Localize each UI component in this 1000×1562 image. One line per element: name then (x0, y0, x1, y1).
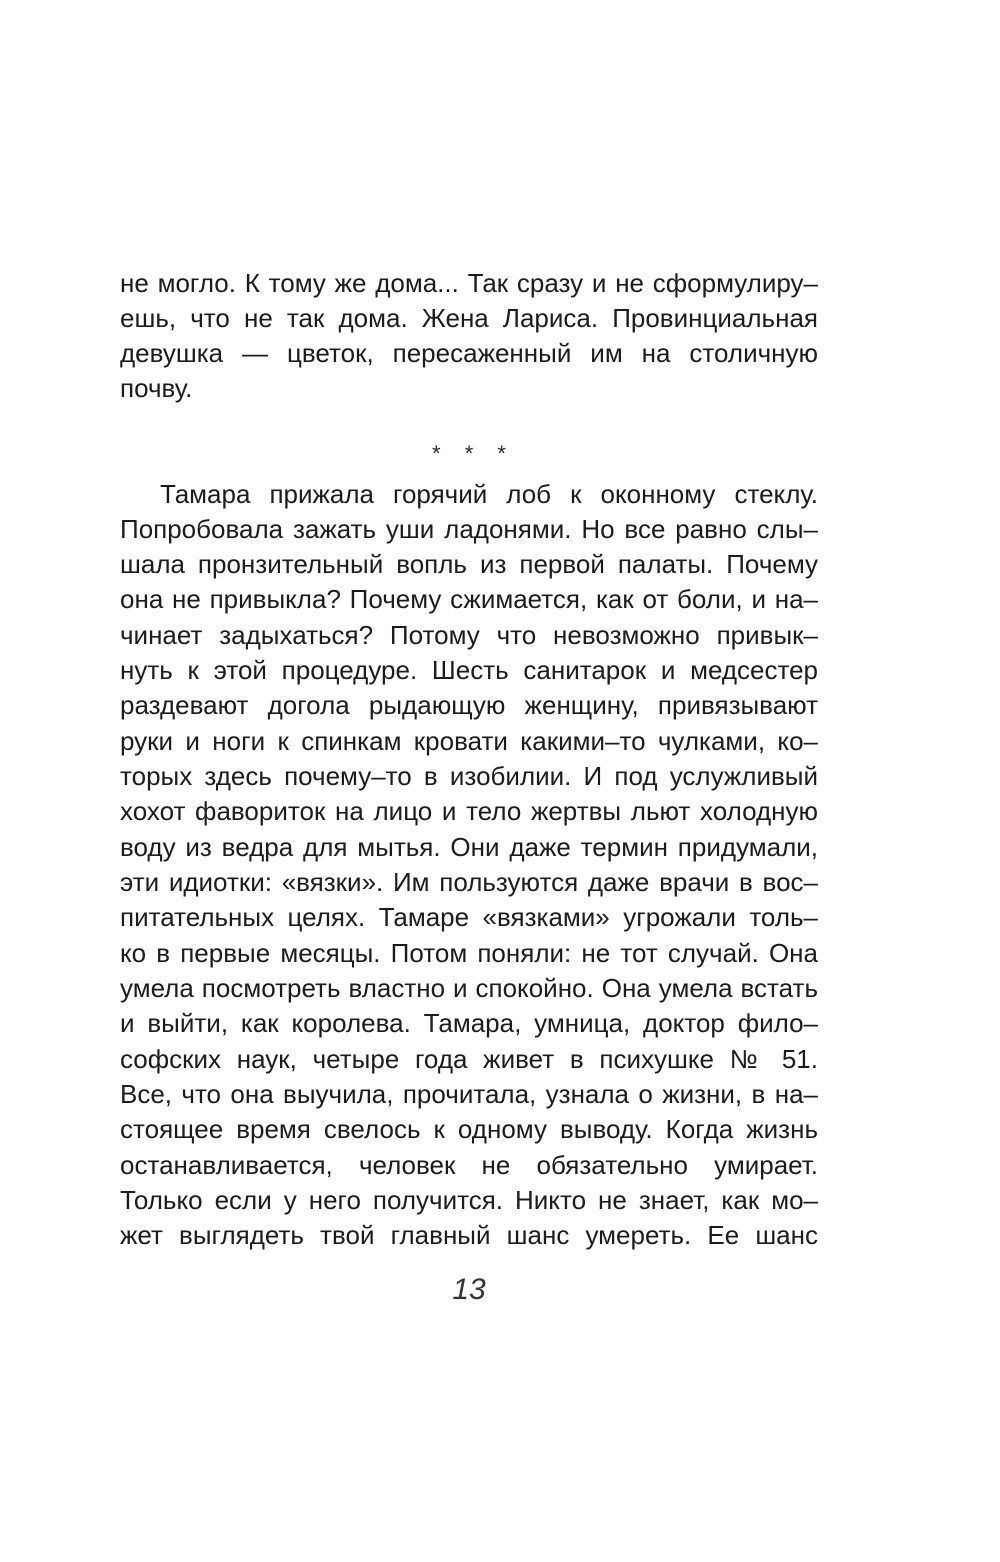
text-line: раздевают догола рыдающую женщину, привязывают (120, 690, 818, 721)
text-line: хохот фавориток на лицо и тело жертвы льют холодную (120, 796, 818, 827)
text-line: питательных целях. Тамаре «вязками» угрожали толь– (120, 902, 818, 933)
section-separator (120, 430, 818, 465)
text-line: Тамара прижала горячий лоб к оконному стеклу. (160, 478, 818, 509)
text-line: умела посмотреть властно и спокойно. Она умела встать (120, 973, 818, 1004)
text-line: ко в первые месяцы. Потом поняли: не тот случай. Она (120, 937, 818, 968)
text-line: почву. (120, 372, 193, 403)
text-line: торых здесь почему–то в изобилии. И под услужливый (120, 761, 818, 792)
text-line: жет выглядеть твой главный шанс умереть. Ее шанс (120, 1220, 818, 1251)
text-line: останавливается, человек не обязательно умирает. (120, 1149, 818, 1180)
text-line: Попробовала зажать уши ладонями. Но все равно слы– (120, 513, 818, 544)
text-line: Только если у него получится. Никто не знает, как мо– (120, 1185, 818, 1216)
text-line: воду из ведра для мытья. Они даже термин придумали, (120, 831, 818, 862)
continued-paragraph (120, 266, 818, 406)
page-number: 13 (452, 1273, 486, 1306)
text-line: софских наук, четыре года живет в психушке № 51. (120, 1043, 818, 1074)
text-line: девушка — цветок, пересаженный им на столичную (120, 337, 818, 368)
text-line: стоящее время свелось к одному выводу. Когда жизнь (120, 1114, 818, 1145)
text-line: Все, что она выучила, прочитала, узнала о жизни, в на– (120, 1079, 818, 1110)
text-line: шала пронзительный вопль из первой палаты. Почему (120, 549, 818, 580)
text-line: и выйти, как королева. Тамара, умница, доктор фило– (120, 1008, 818, 1039)
text-line: не могло. К тому же дома... Так сразу и не сформулиру– (120, 267, 818, 298)
text-line: нуть к этой процедуре. Шесть санитарок и медсестер (120, 655, 818, 686)
text-line: ешь, что не так дома. Жена Лариса. Провинциальная (120, 302, 818, 333)
separator-asterisks: * * * (432, 440, 506, 466)
paragraph (120, 477, 818, 1254)
text-line: эти идиотки: «вязки». Им пользуются даже врачи в вос– (120, 867, 818, 898)
text-line: руки и ноги к спинкам кровати какими–то чулками, ко– (120, 725, 818, 756)
text-line: она не привыкла? Почему сжимается, как от боли, и на– (120, 584, 818, 615)
text-line: чинает задыхаться? Потому что невозможно привык– (120, 619, 818, 650)
